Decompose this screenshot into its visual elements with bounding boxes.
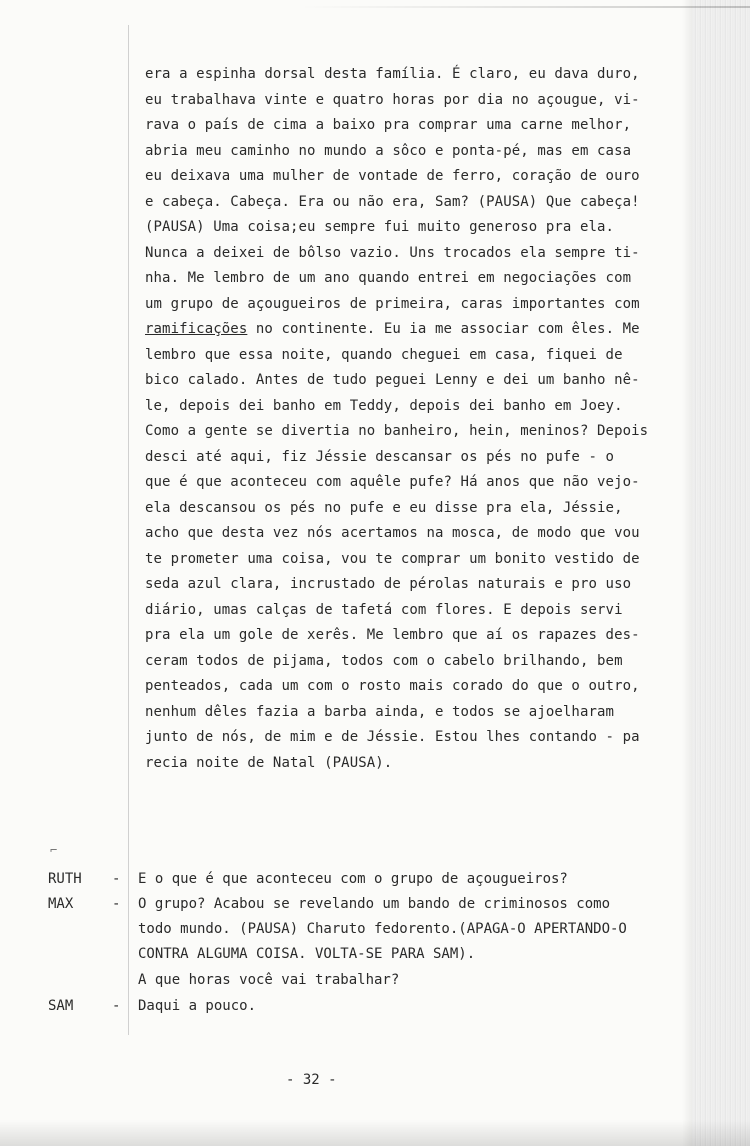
dialogue-line: A que horas você vai trabalhar? xyxy=(138,972,400,988)
speech-line: e cabeça. Cabeça. Era ou não era, Sam? (PAUSA) Que cabeça! xyxy=(145,193,640,210)
speaker-dash: - xyxy=(112,871,121,887)
dialogue-line: todo mundo. (PAUSA) Charuto fedorento.(APAGA-O APERTANDO-O xyxy=(138,921,627,937)
speech-line: te prometer uma coisa, vou te comprar um bonito vestido de xyxy=(145,550,640,567)
speech-line: junto de nós, de mim e de Jéssie. Estou lhes contando - pa xyxy=(145,729,640,745)
speaker-name: SAM xyxy=(48,998,74,1014)
speech-line: bico calado. Antes de tudo peguei Lenny e dei um banho nê- xyxy=(145,372,640,388)
speech-line: pra ela um gole de xerês. Me lembro que aí os rapazes des- xyxy=(145,627,640,643)
speech-line-rest: no continente. Eu ia me associar com êles. Me xyxy=(247,321,640,337)
speech-line: recia noite de Natal (PAUSA). xyxy=(145,754,393,771)
underlined-word: ramificações xyxy=(145,321,248,337)
margin-rule xyxy=(128,25,129,1035)
speech-line: eu trabalhava vinte e quatro horas por dia no açougue, vi- xyxy=(145,91,640,108)
dialogue-line: Daqui a pouco. xyxy=(138,998,257,1014)
speech-line: acho que desta vez nós acertamos na mosca, de modo que vou xyxy=(145,525,640,541)
speaker-dash: - xyxy=(112,896,121,912)
speech-line: rava o país de cima a baixo pra comprar uma carne melhor, xyxy=(145,117,632,133)
speaker-name: MAX xyxy=(48,896,74,912)
speech-line: ceram todos de pijama, todos com o cabelo brilhando, bem xyxy=(145,652,623,669)
speech-line: penteados, cada um com o rosto mais corado do que o outro, xyxy=(145,678,640,694)
speech-line: nenhum dêles fazia a barba ainda, e todos se ajoelharam xyxy=(145,703,615,720)
speech-line: seda azul clara, incrustado de pérolas naturais e pro uso xyxy=(145,576,632,592)
dialogue-line: O grupo? Acabou se revelando um bando de criminosos como xyxy=(138,896,611,912)
max-monologue xyxy=(145,62,685,776)
dialogue-line: CONTRA ALGUMA COISA. VOLTA-SE PARA SAM). xyxy=(138,946,476,962)
speech-line: (PAUSA) Uma coisa;eu sempre fui muito generoso pra ela. xyxy=(145,219,615,235)
speech-line: lembro que essa noite, quando cheguei em casa, fiquei de xyxy=(145,346,623,363)
binding-edge xyxy=(692,0,750,1146)
speech-line: Como a gente se divertia no banheiro, hein, meninos? Depois xyxy=(145,423,649,439)
speaker-name: RUTH xyxy=(48,871,82,887)
speech-line: Nunca a deixei de bôlso vazio. Uns trocados ela sempre ti- xyxy=(145,244,640,261)
speech-line: diário, umas calças de tafetá com flores. E depois servi xyxy=(145,601,623,618)
bottom-page-edge xyxy=(0,1120,750,1146)
speech-line: le, depois dei banho em Teddy, depois dei banho em Joey. xyxy=(145,397,623,414)
dialogue-line: E o que é que aconteceu com o grupo de açougueiros? xyxy=(138,871,568,887)
top-page-edge xyxy=(300,6,750,8)
speech-line: um grupo de açougueiros de primeira, caras importantes com xyxy=(145,295,640,312)
speech-line: desci até aqui, fiz Jéssie descansar os pés no pufe - o xyxy=(145,448,615,465)
speech-line: era a espinha dorsal desta família. É claro, eu dava duro, xyxy=(145,66,640,82)
speech-line: ela descansou os pés no pufe e eu disse pra ela, Jéssie, xyxy=(145,499,623,516)
stray-mark: ⌐ xyxy=(50,843,58,857)
speech-line: que é que aconteceu com aquêle pufe? Há anos que não vejo- xyxy=(145,474,640,490)
speech-line: abria meu caminho no mundo a sôco e ponta-pé, mas em casa xyxy=(145,142,632,159)
speech-line: eu deixava uma mulher de vontade de ferro, coração de ouro xyxy=(145,168,640,184)
speech-line: nha. Me lembro de um ano quando entrei em negociações com xyxy=(145,270,632,286)
speaker-dash: - xyxy=(112,998,121,1014)
speech-line-underlined xyxy=(145,317,685,343)
page-number: - 32 - xyxy=(286,1072,337,1088)
